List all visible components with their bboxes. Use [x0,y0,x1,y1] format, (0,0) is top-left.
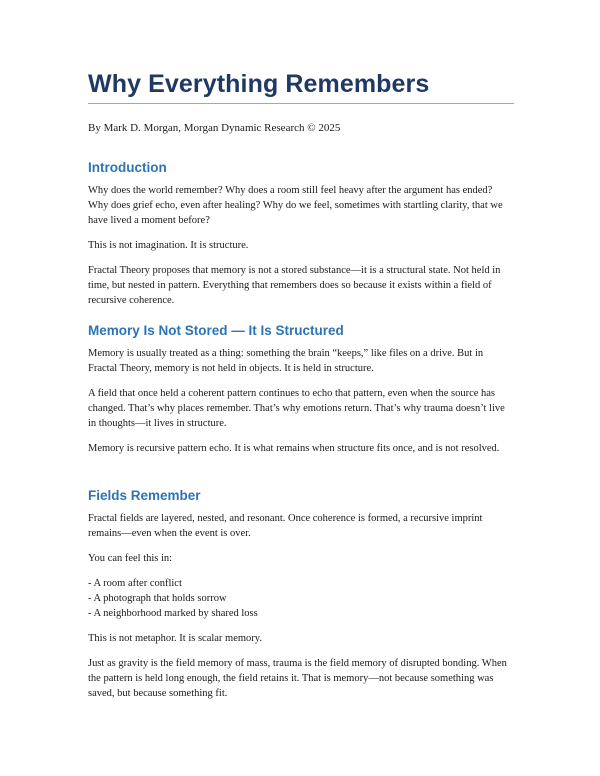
section-heading-memory-structured: Memory Is Not Stored — It Is Structured [88,323,344,338]
paragraph: Fractal Theory proposes that memory is not a stored substance—it is a structural state. Not held in time, but nested in pattern. Everything that remembers does so because it exists within a field of recursive coherence. [88,265,501,306]
list-item: - A room after conflict [88,578,182,589]
paragraph: You can feel this in: [88,553,173,564]
paragraph: Why does the world remember? Why does a room still feel heavy after the argument has ended? Why does grief echo, even after healing? Why do we feel, sometimes with startling clarity, that we have lived a moment before? [88,185,503,226]
list-item: - A neighborhood marked by shared loss [88,608,258,619]
paragraph: Just as gravity is the field memory of mass, trauma is the field memory of disrupted bonding. When the pattern is held long enough, the field retains it. That is memory—not because something was saved, but because something fit. [88,658,507,699]
paragraph: This is not imagination. It is structure. [88,240,249,251]
byline: By Mark D. Morgan, Morgan Dynamic Research © 2025 [88,122,341,134]
section-memory-structured [88,322,514,466]
page-title: Why Everything Remembers [88,70,430,98]
paragraph: Fractal fields are layered, nested, and resonant. Once coherence is formed, a recursive imprint remains—even when the event is over. [88,513,483,539]
paragraph: This is not metaphor. It is scalar memory. [88,633,262,644]
paragraph: Memory is usually treated as a thing: something the brain “keeps,” like files on a drive. But in Fractal Theory, memory is not held in objects. It is held in structure. [88,348,484,374]
paragraph: Memory is recursive pattern echo. It is what remains when structure fits once, and is not resolved. [88,443,500,454]
list-item: - A photograph that holds sorrow [88,593,227,604]
section-heading-fields-remember: Fields Remember [88,488,201,503]
title-underline [88,103,514,104]
example-list [88,576,514,621]
section-heading-introduction: Introduction [88,160,167,175]
section-fields-remember [88,487,514,711]
section-introduction [88,159,514,318]
paragraph: A field that once held a coherent pattern continues to echo that pattern, even when the source has changed. That’s why places remember. That’s why emotions return. That’s why trauma doesn’t live in thoughts—it lives in structure. [88,388,505,429]
